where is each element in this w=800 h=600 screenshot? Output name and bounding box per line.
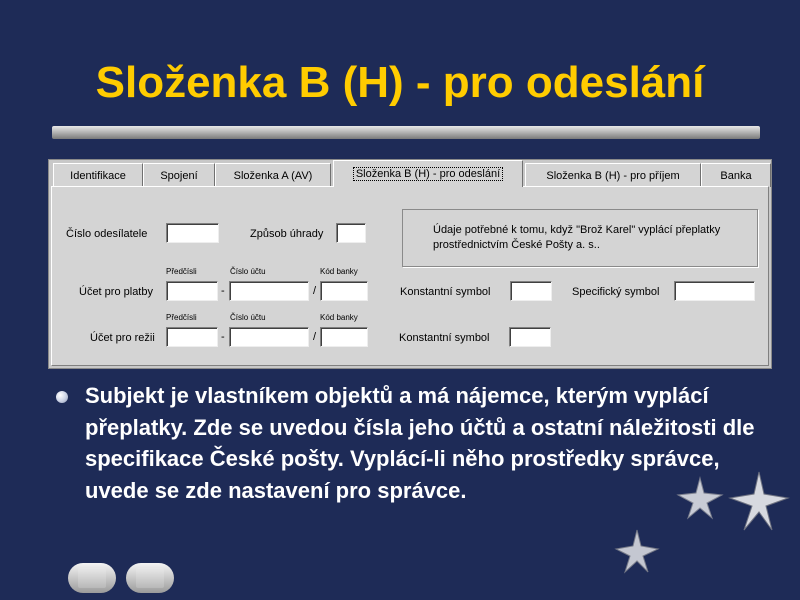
zpusob-uhrady-input[interactable] [336, 223, 366, 243]
ucet-rezie-kod-input[interactable] [320, 327, 368, 347]
ucet-platby-cislo-input[interactable] [229, 281, 309, 301]
slide-title: Složenka B (H) - pro odeslání [95, 58, 705, 107]
star-icon [614, 528, 660, 574]
cislo-uctu-label: Číslo účtu [230, 267, 266, 276]
info-text: Údaje potřebné k tomu, když "Brož Karel" vyplácí přeplatky prostřednictvím České Pošty a. s.. [433, 224, 721, 251]
predcisli-label: Předčísli [166, 267, 197, 276]
specificky-symbol-input[interactable] [674, 281, 755, 301]
tab-slozenka-b-odeslani[interactable]: Složenka B (H) - pro odeslání [333, 160, 523, 187]
konstantni-symbol-input[interactable] [510, 281, 552, 301]
previous-slide-button[interactable] [68, 563, 116, 593]
settings-dialog [48, 159, 772, 369]
konstantni-symbol-2-label: Konstantní symbol [399, 332, 490, 344]
cislo-uctu-label: Číslo účtu [230, 313, 266, 322]
ucet-rezie-predcisli-input[interactable] [166, 327, 218, 347]
bullet-text: Subjekt je vlastníkem objektů a má nájemce, kterým vyplácí přeplatky. Zde se uvedou čísla jeho účtů a ostatní náležitosti dle specifikace České pošty. Vyplácí-li něho prostředky správce, uvede se zde nastavení pro správce. [85, 383, 755, 503]
ucet-rezie-label: Účet pro režii [90, 332, 155, 344]
next-slide-button[interactable] [126, 563, 174, 593]
cislo-odesilatele-input[interactable] [166, 223, 219, 243]
info-box [402, 209, 758, 267]
tab-spojeni[interactable]: Spojení [143, 163, 215, 187]
slash-separator: / [313, 331, 317, 343]
konstantni-symbol-label: Konstantní symbol [400, 286, 491, 298]
tab-panel [51, 186, 769, 366]
tab-slozenka-a[interactable]: Složenka A (AV) [215, 163, 331, 187]
kod-banky-label: Kód banky [320, 313, 358, 322]
specificky-symbol-label: Specifický symbol [572, 286, 660, 298]
predcisli-label: Předčísli [166, 313, 197, 322]
konstantni-symbol-2-input[interactable] [509, 327, 551, 347]
ucet-platby-label: Účet pro platby [79, 286, 153, 298]
tab-identifikace[interactable]: Identifikace [53, 163, 143, 187]
dash-separator: - [221, 331, 225, 343]
star-icon [728, 470, 790, 532]
star-icon [676, 476, 724, 520]
bullet-icon [56, 391, 68, 403]
ucet-platby-predcisli-input[interactable] [166, 281, 218, 301]
title-underline-bar [52, 126, 760, 139]
tab-banka[interactable]: Banka [701, 163, 771, 187]
zpusob-uhrady-label: Způsob úhrady [250, 228, 324, 240]
ucet-platby-kod-input[interactable] [320, 281, 368, 301]
cislo-odesilatele-label: Číslo odesílatele [66, 228, 148, 240]
tab-strip [49, 160, 771, 186]
dash-separator: - [221, 285, 225, 297]
tab-slozenka-b-prijem[interactable]: Složenka B (H) - pro příjem [525, 163, 701, 187]
ucet-rezie-cislo-input[interactable] [229, 327, 309, 347]
kod-banky-label: Kód banky [320, 267, 358, 276]
slash-separator: / [313, 285, 317, 297]
